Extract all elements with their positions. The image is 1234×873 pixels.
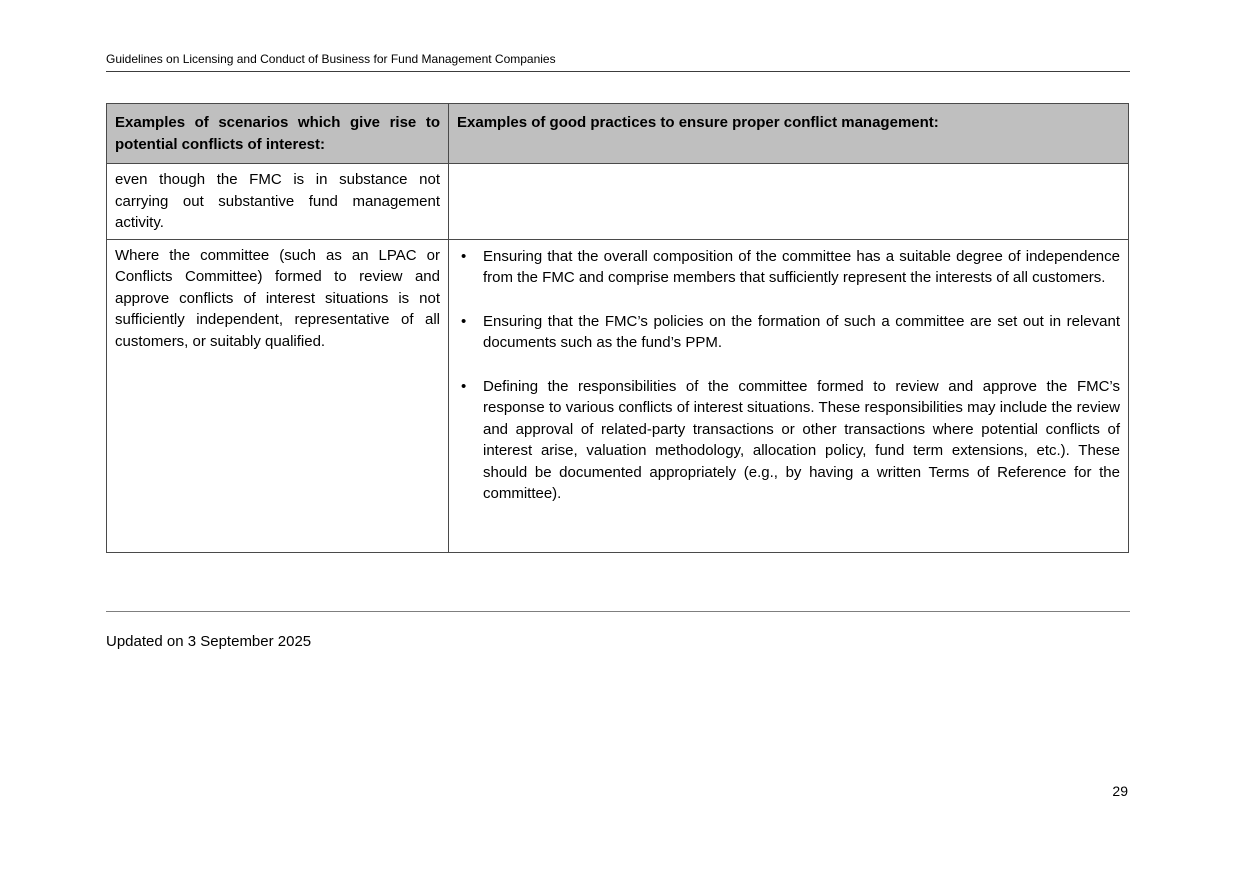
conflicts-table [106,103,1129,553]
page-number: 29 [1112,783,1128,799]
practices-cell [449,164,1129,240]
updated-note: Updated on 3 September 2025 [106,633,312,650]
table-row [107,239,1129,552]
column-header-scenarios: Examples of scenarios which give rise to potential conflicts of interest: [107,104,449,164]
practices-list [449,245,1120,505]
practice-item: • Ensuring that the FMC’s policies on the formation of such a committee are set out in relevant documents such as the fund’s PPM. [449,311,1120,354]
footer-divider [106,611,1130,612]
table-header-row [107,104,1129,164]
scenario-cell: even though the FMC is in substance not carrying out substantive fund management activity. [107,164,449,240]
practices-cell [449,239,1129,552]
practice-item: • Defining the responsibilities of the committee formed to review and approve the FMC’s response to various conflicts of interest situations. These responsibilities may include the review and approval of related-party transactions or other transactions where potential conflicts of interest arise, valuation methodology, allocation policy, fund term extensions, etc.). These should be documented appropriately (e.g., by having a written Terms of Reference for the committee). [449,376,1120,505]
running-head: Guidelines on Licensing and Conduct of Business for Fund Management Companies [106,52,1130,72]
column-header-practices: Examples of good practices to ensure proper conflict management: [449,104,1129,164]
scenario-cell: Where the committee (such as an LPAC or Conflicts Committee) formed to review and approve conflicts of interest situations is not sufficiently independent, representative of all customers, or suitably qualified. [107,239,449,552]
conflicts-table-wrapper [106,103,1129,553]
practice-item: • Ensuring that the overall composition of the committee has a suitable degree of independence from the FMC and comprise members that sufficiently represent the interests of all customers. [449,246,1120,289]
table-row [107,164,1129,240]
practices-list [449,169,1120,170]
